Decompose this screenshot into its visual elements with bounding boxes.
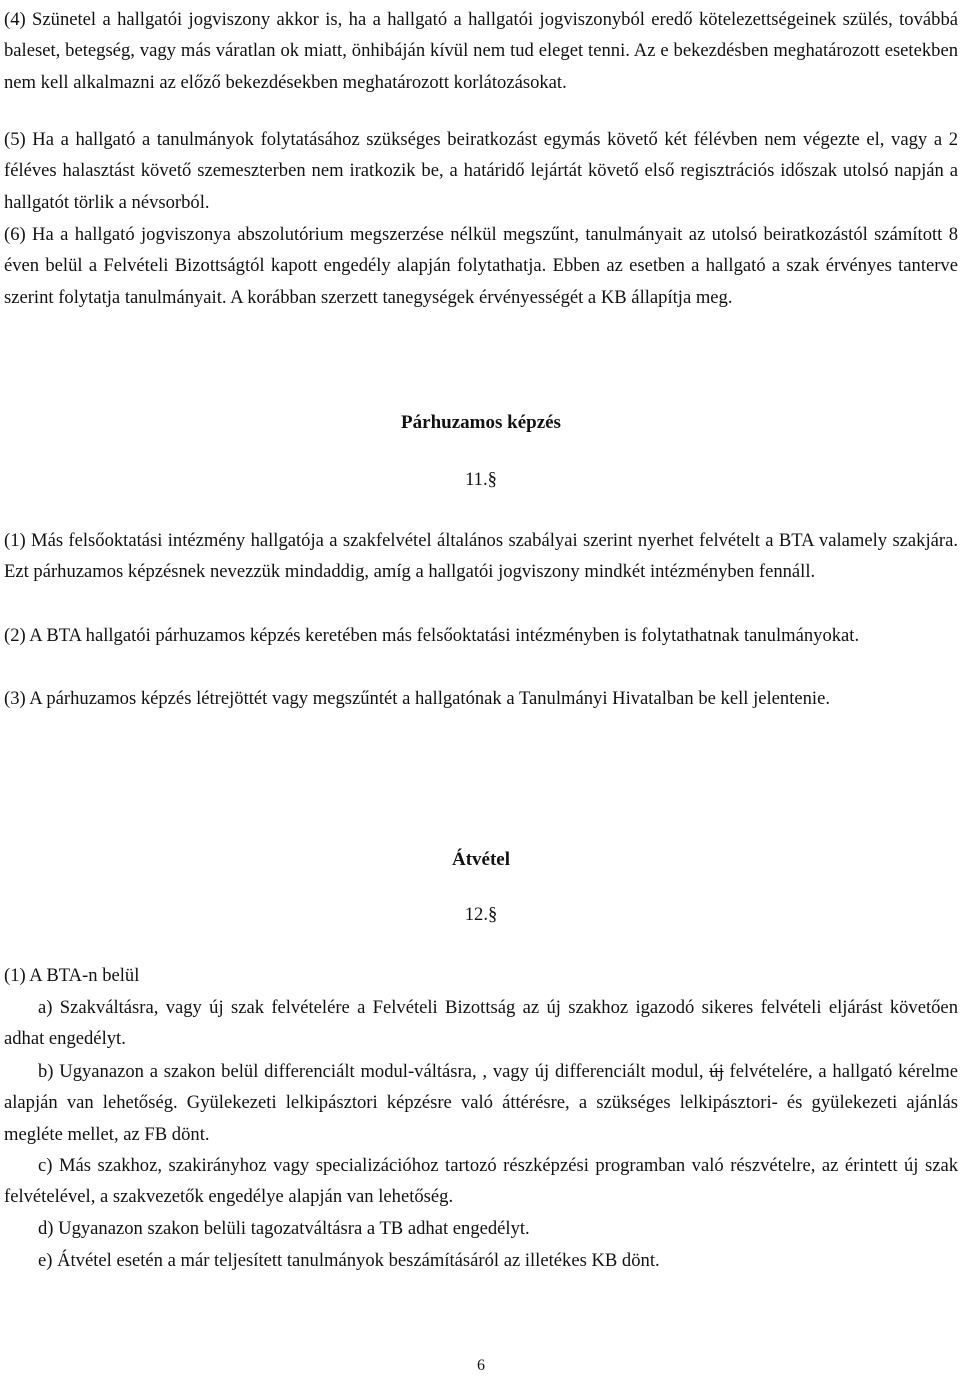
section-number-11: 11.§ <box>465 469 497 490</box>
transfer-item-e: e) Átvétel esetén a már teljesített tanulmányok beszámításáról az illetékes KB dönt. <box>38 1250 660 1271</box>
parallel-paragraph-1: (1) Más felsőoktatási intézmény hallgatója a szakfelvétel általános szabályai szerint nyerhet felvételt a BTA valamely szakjára. Ezt párhuzamos képzésnek nevezzük mindaddig, amíg a hallgatói jogviszony mindkét intézményben fennáll. <box>4 530 958 583</box>
transfer-intro: (1) A BTA-n belül <box>4 965 140 986</box>
transfer-item-d: d) Ugyanazon szakon belüli tagozatváltásra a TB adhat engedélyt. <box>38 1218 530 1239</box>
section-heading-parallel: Párhuzamos képzés <box>401 412 561 433</box>
transfer-item-c: c) Más szakhoz, szakirányhoz vagy specializációhoz tartozó részképzési programban való részvételre, az érintett új szak felvételével, a szakvezetők engedélye alapján van lehetőség. <box>4 1155 958 1208</box>
parallel-paragraph-3: (3) A párhuzamos képzés létrejöttét vagy megszűntét a hallgatónak a Tanulmányi Hivatalban be kell jelentenie. <box>4 688 831 709</box>
document-page <box>4 0 958 1377</box>
page-number: 6 <box>477 1357 485 1374</box>
section-heading-transfer: Átvétel <box>451 849 511 870</box>
transfer-item-a: a) Szakváltásra, vagy új szak felvételére a Felvételi Bizottság az új szakhoz igazodó sikeres felvételi eljárást követően adhat engedélyt. <box>4 997 958 1050</box>
transfer-item-b-before: b) Ugyanazon a szakon belül differenciált modul-váltásra, , vagy új differenciált modul, <box>38 1061 710 1082</box>
paragraph-6: (6) Ha a hallgató jogviszonya abszolutórium megszerzése nélkül megszűnt, tanulmányait az utolsó beiratkozástól számított 8 éven belül a Felvételi Bizottságtól kapott engedély alapján folytathatja. Ebben az esetben a hallgató a szak érvényes tanterve szerint folytatja tanulmányait. A korábban szerzett tanegységek érvényességét a KB állapítja meg. <box>4 224 958 308</box>
paragraph-5: (5) Ha a hallgató a tanulmányok folytatásához szükséges beiratkozást egymás követő két félévben nem végezte el, vagy a 2 féléves halasztást követő szemeszterben nem iratkozik be, a határidő lejártát követő első regisztrációs időszak utolsó napján a hallgatót törlik a névsorból. <box>4 129 958 213</box>
transfer-item-b <box>4 1056 958 1150</box>
transfer-item-b-struck: új <box>709 1061 724 1082</box>
section-number-12: 12.§ <box>464 904 498 925</box>
parallel-paragraph-2: (2) A BTA hallgatói párhuzamos képzés keretében más felsőoktatási intézményben is folytathatnak tanulmányokat. <box>4 625 860 646</box>
paragraph-4: (4) Szünetel a hallgatói jogviszony akkor is, ha a hallgató a hallgatói jogviszonyból eredő kötelezettségeinek szülés, továbbá baleset, betegség, vagy más váratlan ok miatt, önhibáján kívül nem tud eleget tenni. Az e bekezdésben meghatározott esetekben nem kell alkalmazni az előző bekezdésekben meghatározott korlátozásokat. <box>4 9 958 93</box>
transfer-item-b-after: felvételére, a hallgató kérelme alapján van lehetőség. Gyülekezeti lelkipásztori képzésre való áttérésre, a szükséges lelkipásztori- és gyülekezeti ajánlás megléte mellet, az FB dönt. <box>4 1061 958 1145</box>
